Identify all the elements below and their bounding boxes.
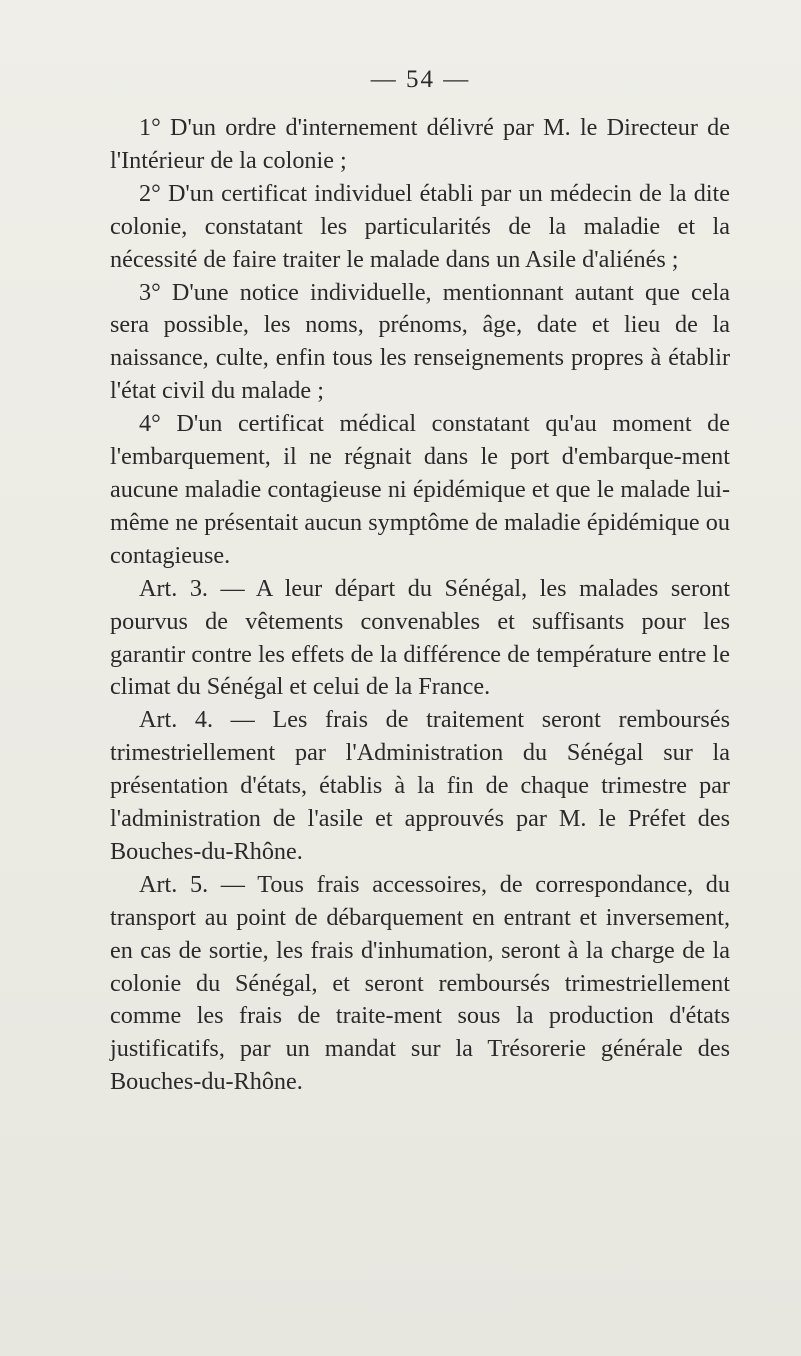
paragraph-item-1: 1° D'un ordre d'internement délivré par M. le Directeur de l'Intérieur de la colonie ; bbox=[110, 114, 730, 174]
paragraph-article-5: Art. 5. — Tous frais accessoires, de correspondance, du transport au point de débarquement en entrant et inversement, en cas de sortie, les frais d'inhumation, seront à la charge de la colonie du Sénégal, et seront remboursés trimestriellement comme les frais de traite-ment sous la production d'états justificatifs, par un mandat sur la Trésorerie générale des Bouches-du-Rhône. bbox=[110, 870, 730, 1096]
paragraph-article-4: Art. 4. — Les frais de traitement seront remboursés trimestriellement par l'Administration du Sénégal sur la présentation d'états, établis à la fin de chaque trimestre par l'administration de l'asile et approuvés par M. le Préfet des Bouches-du-Rhône. bbox=[110, 706, 730, 865]
paragraph-item-3: 3° D'une notice individuelle, mentionnant autant que cela sera possible, les noms, prénoms, âge, date et lieu de la naissance, culte, enfin tous les renseignements propres à établir l'état civil du malade ; bbox=[110, 278, 730, 405]
paragraph-item-2: 2° D'un certificat individuel établi par un médecin de la dite colonie, constatant les particularités de la maladie et la nécessité de faire traiter le malade dans un Asile d'aliénés ; bbox=[110, 179, 730, 273]
paragraph-item-4: 4° D'un certificat médical constatant qu'au moment de l'embarquement, il ne régnait dans le port d'embarque-ment aucune maladie contagieuse ni épidémique et que le malade lui-même ne présentait aucun symptôme de maladie épidémique ou contagieuse. bbox=[110, 410, 730, 569]
page-number: — 54 — bbox=[370, 66, 471, 93]
paragraph-article-3: Art. 3. — A leur départ du Sénégal, les malades seront pourvus de vêtements convenables et suffisants pour les garantir contre les effets de la différence de température entre le climat du Sénégal et celui de la France. bbox=[110, 574, 730, 701]
document-body bbox=[110, 112, 730, 1099]
